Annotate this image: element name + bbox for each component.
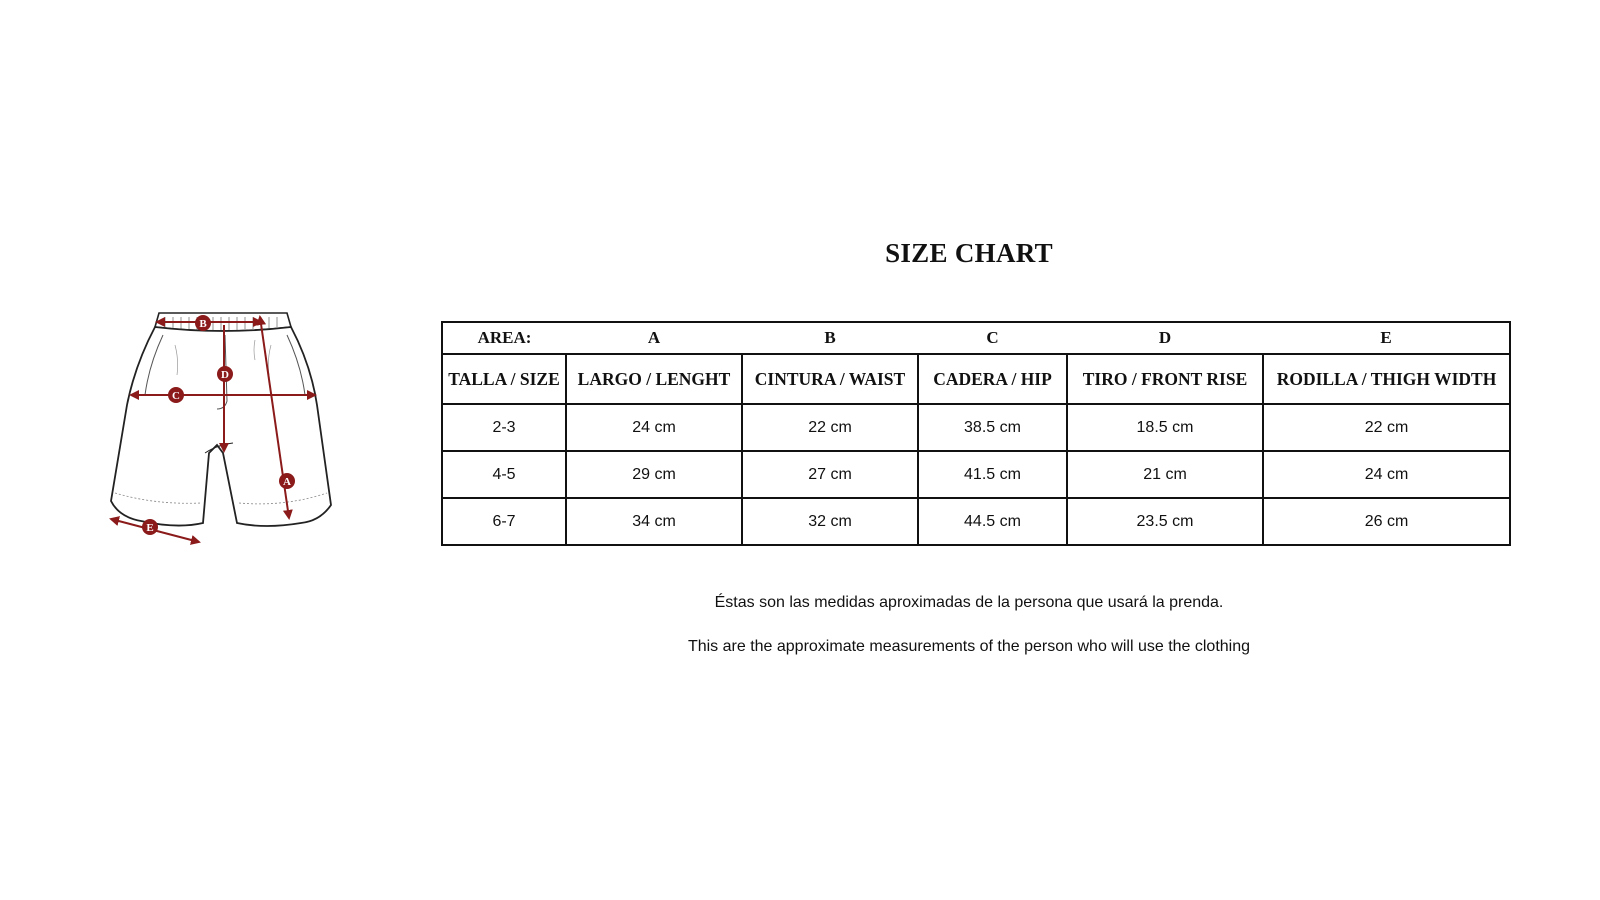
header-length: LARGO / LENGHT — [566, 354, 742, 404]
page-title: SIZE CHART — [885, 238, 1053, 268]
note-spanish: Éstas son las medidas aproximadas de la persona que usará la prenda. — [714, 594, 1224, 611]
marker-a — [279, 473, 295, 489]
area-d: D — [1067, 322, 1263, 354]
table-cell: 21 cm — [1067, 451, 1263, 498]
svg-text:D: D — [221, 369, 229, 381]
table-row — [442, 451, 1510, 498]
table-cell: 26 cm — [1263, 498, 1510, 545]
area-e: E — [1263, 322, 1510, 354]
marker-e — [142, 519, 158, 535]
table-cell: 29 cm — [566, 451, 742, 498]
header-waist: CINTURA / WAIST — [742, 354, 918, 404]
area-a: A — [566, 322, 742, 354]
table-cell: 22 cm — [742, 404, 918, 451]
table-cell: 41.5 cm — [918, 451, 1067, 498]
table-cell: 24 cm — [566, 404, 742, 451]
table-cell: 32 cm — [742, 498, 918, 545]
svg-text:A: A — [283, 476, 291, 488]
header-front-rise: TIRO / FRONT RISE — [1067, 354, 1263, 404]
header-thigh-width: RODILLA / THIGH WIDTH — [1263, 354, 1510, 404]
marker-c — [168, 387, 184, 403]
table-cell: 24 cm — [1263, 451, 1510, 498]
table-cell: 2-3 — [442, 404, 566, 451]
area-label: AREA: — [442, 322, 566, 354]
svg-text:E: E — [146, 522, 154, 534]
marker-d — [217, 366, 233, 382]
table-cell: 38.5 cm — [918, 404, 1067, 451]
table-cell: 22 cm — [1263, 404, 1510, 451]
area-c: C — [918, 322, 1067, 354]
size-chart-table — [441, 321, 1511, 546]
header-hip: CADERA / HIP — [918, 354, 1067, 404]
table-cell: 4-5 — [442, 451, 566, 498]
header-size: TALLA / SIZE — [442, 354, 566, 404]
svg-text:B: B — [199, 318, 207, 330]
table-cell: 18.5 cm — [1067, 404, 1263, 451]
table-cell: 23.5 cm — [1067, 498, 1263, 545]
marker-b — [195, 315, 211, 331]
table-row — [442, 404, 1510, 451]
shorts-measurement-diagram — [105, 305, 345, 555]
table-cell: 6-7 — [442, 498, 566, 545]
area-row — [442, 322, 1510, 354]
table-row — [442, 498, 1510, 545]
area-b: B — [742, 322, 918, 354]
svg-text:C: C — [172, 390, 180, 402]
table-cell: 44.5 cm — [918, 498, 1067, 545]
table-cell: 34 cm — [566, 498, 742, 545]
note-english: This are the approximate measurements of the person who will use the clothing — [687, 638, 1251, 655]
shorts-outline — [111, 327, 331, 526]
header-row — [442, 354, 1510, 404]
table-cell: 27 cm — [742, 451, 918, 498]
